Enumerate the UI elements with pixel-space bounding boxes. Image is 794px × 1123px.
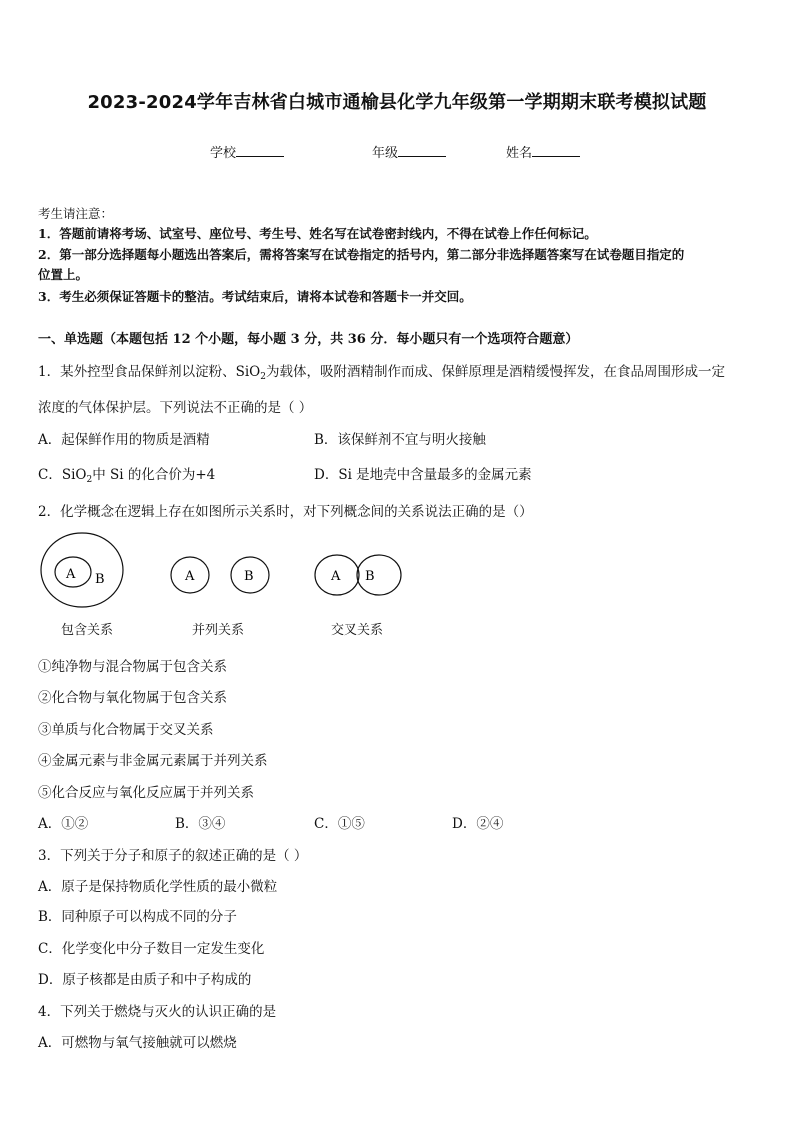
exam-title: 2023-2024学年吉林省白城市通榆县化学九年级第一学期期末联考模拟试题 <box>87 92 707 113</box>
q2-statement-3: ③单质与化合物属于交叉关系 <box>38 722 214 738</box>
grade-field <box>372 142 446 161</box>
school-label: 学校 <box>210 146 237 161</box>
q1-option-c <box>38 463 215 485</box>
q1-stem-part2: 为载体，吸附酒精制作而成、保鲜原理是酒精缓慢挥发，在食品周围形成一定 <box>265 364 725 380</box>
name-label: 姓名 <box>506 146 533 161</box>
notice-item-1: 1．答题前请将考场、试室号、座位号、考生号、姓名写在试卷密封线内，不得在试卷上作任何标记。 <box>38 226 597 241</box>
name-blank <box>532 144 580 157</box>
school-blank <box>236 144 284 157</box>
q3-option-b: B．同种原子可以构成不同的分子 <box>38 909 237 925</box>
q1-option-c-prefix: C． <box>38 467 62 483</box>
q3-option-d: D．原子核都是由质子和中子构成的 <box>38 972 252 988</box>
q1-formula: SiO <box>235 364 261 380</box>
q1-option-c-sub: 2 <box>86 475 93 485</box>
q2-option-c: C．①⑤ <box>314 816 365 832</box>
q2-statement-2: ②化合物与氧化物属于包含关系 <box>38 690 227 706</box>
parallel-label-a: A <box>185 569 195 584</box>
q1-stem-part1: 1．某外控型食品保鲜剂以淀粉、 <box>38 364 236 380</box>
diagram-caption-parallel: 并列关系 <box>192 623 245 638</box>
contain-outer-circle <box>41 533 123 607</box>
q1-option-d: D．Si 是地壳中含量最多的金属元素 <box>314 467 532 483</box>
q2-option-b: B．③④ <box>175 816 226 832</box>
section-heading: 一、单选题（本题包括 12 个小题，每小题 3 分，共 36 分．每小题只有一个选项符合题意） <box>38 332 579 347</box>
q2-statement-5: ⑤化合反应与氧化反应属于并列关系 <box>38 785 254 801</box>
q2-statement-4: ④金属元素与非金属元素属于并列关系 <box>38 753 268 769</box>
q1-option-c-formula: SiO <box>61 467 87 483</box>
contain-label-a: A <box>66 567 76 582</box>
q1-option-b: B．该保鲜剂不宜与明火接触 <box>314 432 486 448</box>
q3-option-a: A．原子是保持物质化学性质的最小微粒 <box>38 879 278 895</box>
q4-stem: 4．下列关于燃烧与灭火的认识正确的是 <box>38 1004 277 1020</box>
cross-circle-b <box>357 555 401 595</box>
notice-item-2: 2．第一部分选择题每小题选出答案后，需将答案写在试卷指定的括号内，第二部分非选择题答案写在试卷题目指定的 <box>38 247 685 262</box>
q1-stem-line2: 浓度的气体保护层。下列说法不正确的是（ ） <box>38 400 313 416</box>
grade-label: 年级 <box>372 146 399 161</box>
q2-statement-1: ①纯净物与混合物属于包含关系 <box>38 659 227 675</box>
notice-heading: 考生请注意： <box>38 206 114 221</box>
q2-option-d: D．②④ <box>452 816 504 832</box>
name-field <box>506 142 580 161</box>
q2-option-a: A．①② <box>38 816 89 832</box>
q1-option-c-text: 中 Si 的化合价为+4 <box>92 467 216 483</box>
q3-option-c: C．化学变化中分子数目一定发生变化 <box>38 941 265 957</box>
q1-stem <box>38 360 725 382</box>
grade-blank <box>398 144 446 157</box>
q1-formula-sub: 2 <box>260 372 266 382</box>
q4-option-a: A．可燃物与氧气接触就可以燃烧 <box>38 1035 237 1051</box>
q1-option-a: A．起保鲜作用的物质是酒精 <box>38 432 210 448</box>
q2-stem: 2．化学概念在逻辑上存在如图所示关系时，对下列概念间的关系说法正确的是（） <box>38 504 533 520</box>
cross-label-a: A <box>331 569 341 584</box>
contain-label-b: B <box>95 572 105 587</box>
school-field <box>210 142 284 161</box>
notice-item-2-cont: 位置上。 <box>38 267 89 282</box>
q3-stem: 3．下列关于分子和原子的叙述正确的是（ ） <box>38 848 308 864</box>
notice-item-3: 3．考生必须保证答题卡的整洁。考试结束后，请将本试卷和答题卡一并交回。 <box>38 289 472 304</box>
diagram-caption-cross: 交叉关系 <box>331 623 384 638</box>
diagram-caption-contain: 包含关系 <box>61 623 114 638</box>
relation-diagram <box>30 528 430 618</box>
cross-label-b: B <box>365 569 375 584</box>
parallel-label-b: B <box>244 569 254 584</box>
